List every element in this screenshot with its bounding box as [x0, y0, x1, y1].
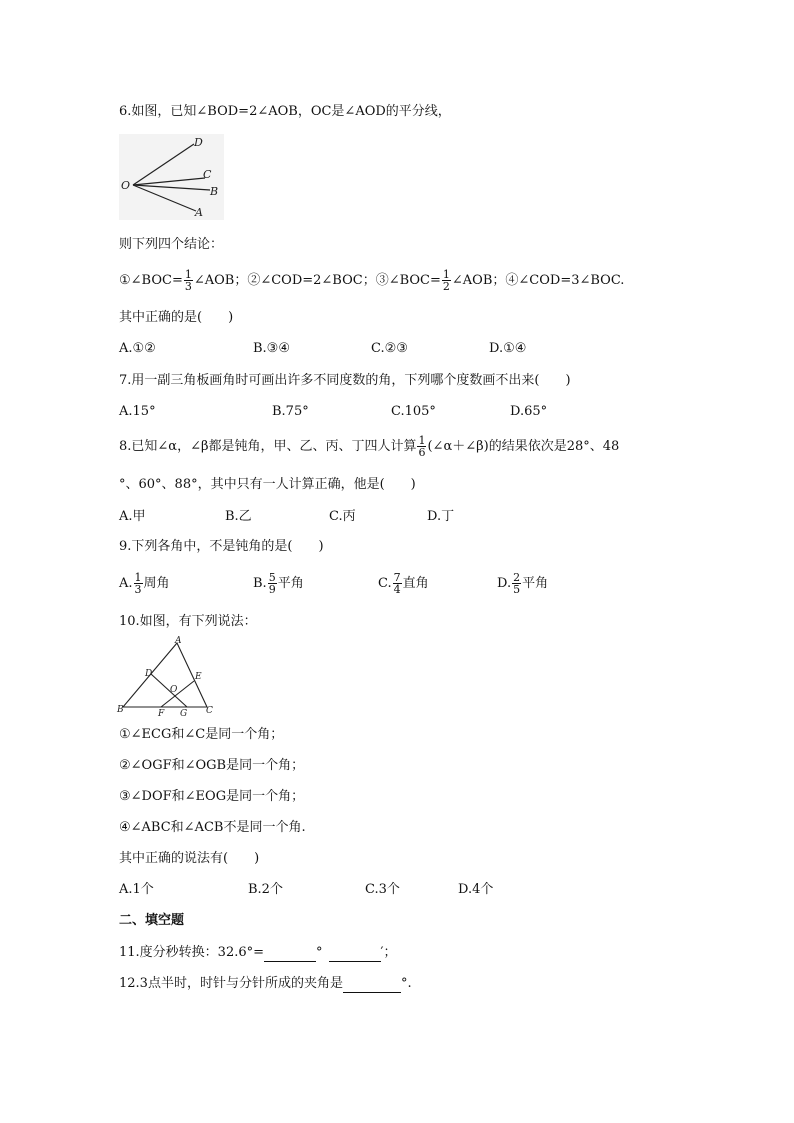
q10-option-a[interactable]: A.1个 — [119, 882, 154, 897]
q8-option-c[interactable]: C.丙 — [329, 509, 356, 524]
q10-statement-2: ②∠OGF和∠OGB是同一个角； — [119, 758, 305, 773]
c1-post: ∠AOB；②∠COD=2∠BOC；③∠BOC= — [193, 273, 441, 288]
q8-option-a[interactable]: A.甲 — [119, 509, 146, 524]
label-b: B — [210, 185, 219, 198]
section-heading: 二、填空题 — [119, 913, 185, 928]
q6-option-a[interactable]: A.①② — [119, 341, 156, 356]
q8-stem-post: (∠α＋∠β)的结果依次是28°、48 — [427, 439, 620, 454]
label-e: E — [195, 672, 202, 682]
label-f: F — [158, 709, 165, 718]
q12-blank-angle[interactable] — [343, 976, 401, 993]
q9-option-d[interactable]: D. $\frac{2}{5}$ 平角 — [497, 571, 549, 596]
q10-statement-4: ④∠ABC和∠ACB不是同一个角. — [119, 820, 306, 835]
q7-option-a[interactable]: A.15° — [119, 404, 156, 419]
label-a: A — [195, 206, 203, 219]
q6-option-b[interactable]: B.③④ — [253, 341, 290, 356]
q9-stem: 9.下列各角中，不是钝角的是( ) — [119, 539, 324, 554]
q10-ask: 其中正确的说法有( ) — [119, 851, 260, 866]
q9-option-c[interactable]: C. $\frac{7}{4}$ 直角 — [378, 571, 429, 596]
q6-angle-figure — [119, 134, 224, 220]
q8-stem-line2: °、60°、88°，其中只有一人计算正确，他是( ) — [119, 477, 416, 492]
q10-stem: 10.如图，有下列说法： — [119, 614, 257, 629]
q9-option-b[interactable]: B. $\frac{5}{9}$ 平角 — [253, 571, 304, 596]
q8-stem-pre: 8.已知∠α，∠β都是钝角，甲、乙、丙、丁四人计算 — [119, 439, 417, 454]
q11: 11.度分秒转换：32.6°= ° ′； — [119, 945, 397, 960]
q10-triangle-figure — [115, 636, 221, 718]
label-b: B — [117, 705, 124, 715]
q10-statement-1: ①∠ECG和∠C是同一个角； — [119, 727, 284, 742]
q6-ask: 其中正确的是( ) — [119, 310, 234, 325]
segment-ef — [161, 681, 194, 707]
frac-1-6: $\frac{1}{6}$ — [418, 434, 426, 459]
q10-statement-3: ③∠DOF和∠EOG是同一个角； — [119, 789, 305, 804]
q7-option-c[interactable]: C.105° — [391, 404, 436, 419]
label-a: A — [175, 636, 182, 646]
q8-option-d[interactable]: D.丁 — [427, 509, 455, 524]
label-o: O — [121, 179, 131, 192]
q6-conclusions — [119, 267, 624, 295]
frac-1-2: $\frac{1}{2}$ — [442, 268, 450, 293]
q10-option-d[interactable]: D.4个 — [458, 882, 494, 897]
q10-option-c[interactable]: C.3个 — [365, 882, 400, 897]
q7-option-b[interactable]: B.75° — [272, 404, 309, 419]
c3-post: ∠AOB；④∠COD=3∠BOC. — [451, 273, 625, 288]
q6-intro: 则下列四个结论： — [119, 237, 224, 252]
frac-1-3: $\frac{1}{3}$ — [184, 268, 192, 293]
label-d: D — [194, 136, 203, 149]
q6-option-c[interactable]: C.②③ — [371, 341, 408, 356]
label-g: G — [180, 709, 188, 718]
q7-option-d[interactable]: D.65° — [510, 404, 548, 419]
label-o: O — [170, 685, 178, 695]
q10-option-b[interactable]: B.2个 — [248, 882, 283, 897]
q12: 12.3点半时，时针与分针所成的夹角是 °. — [119, 976, 412, 991]
q7-stem: 7.用一副三角板画角时可画出许多不同度数的角，下列哪个度数画不出来( ) — [119, 373, 571, 388]
q8-option-b[interactable]: B.乙 — [225, 509, 252, 524]
label-c: C — [203, 168, 212, 181]
q8-stem — [119, 433, 619, 461]
c1-pre: ①∠BOC= — [119, 273, 183, 288]
label-c: C — [206, 706, 213, 716]
q11-blank-degrees[interactable] — [264, 945, 316, 962]
q11-blank-minutes[interactable] — [329, 945, 381, 962]
q9-option-a[interactable]: A. $\frac{1}{3}$ 周角 — [119, 571, 170, 596]
q6-stem: 6.如图，已知∠BOD=2∠AOB，OC是∠AOD的平分线， — [119, 104, 451, 119]
q6-option-d[interactable]: D.①④ — [489, 341, 527, 356]
label-d: D — [145, 669, 153, 679]
